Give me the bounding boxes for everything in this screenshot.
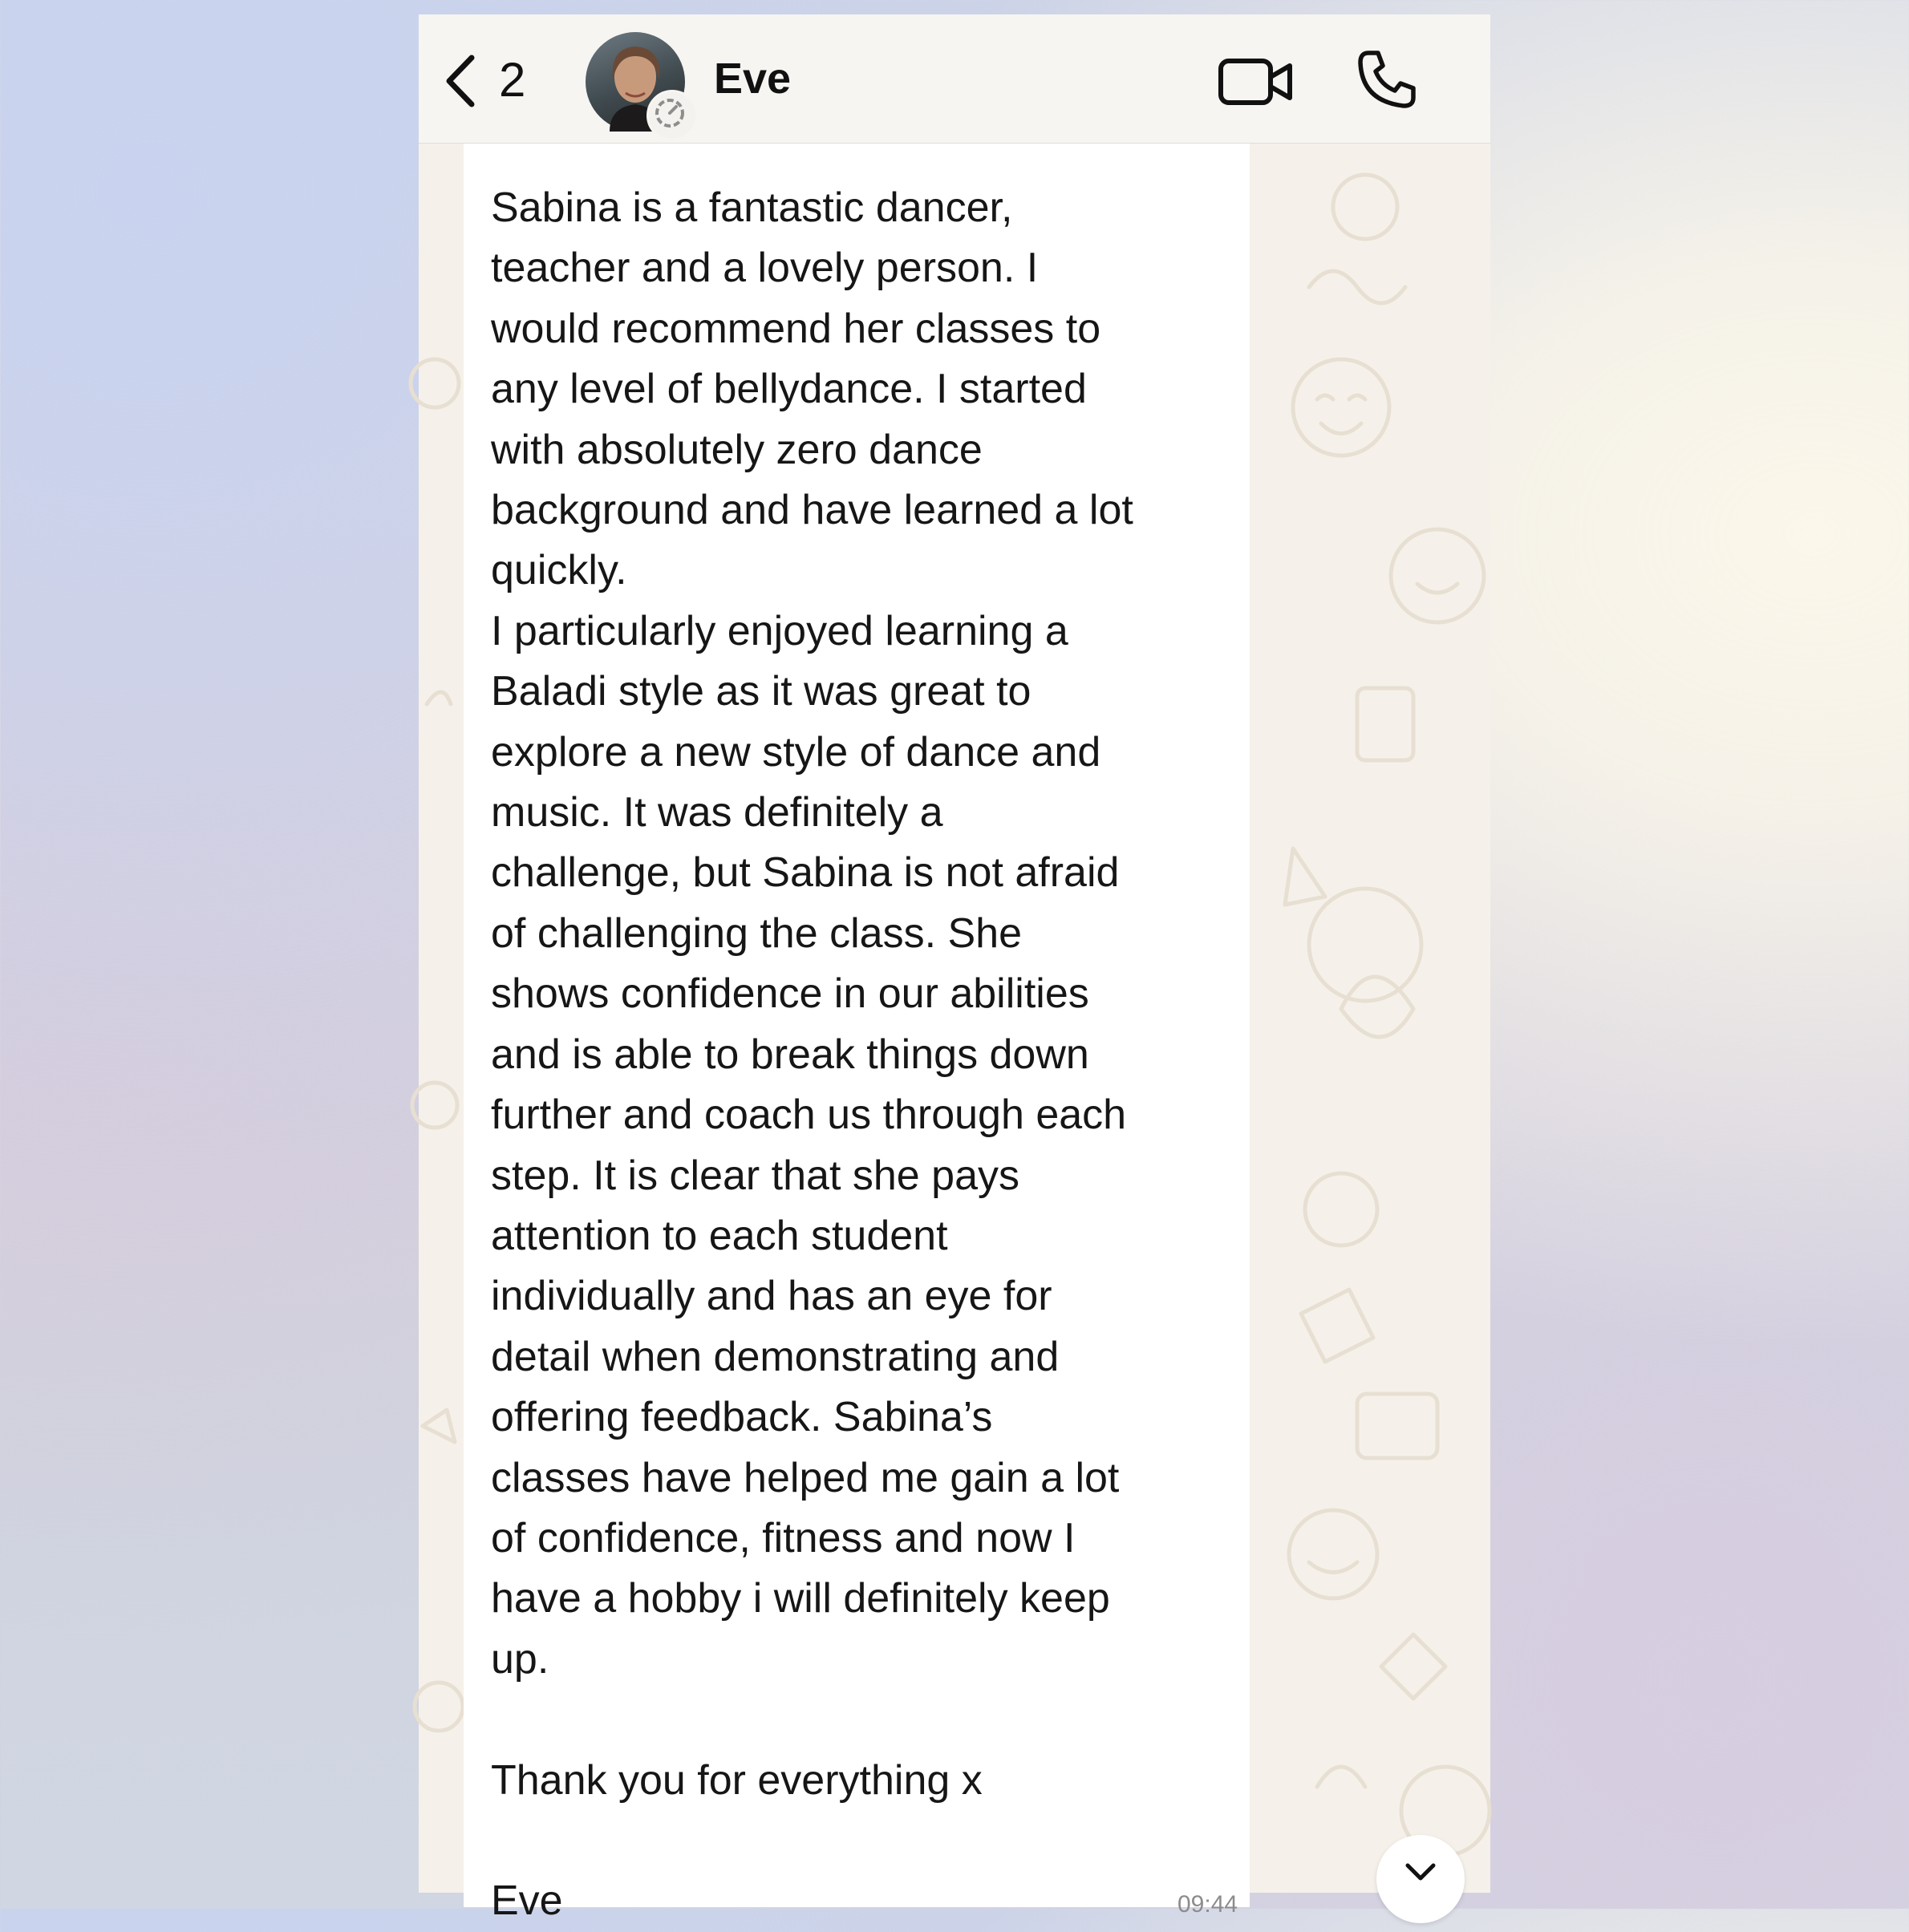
chevron-down-icon <box>1404 1861 1437 1885</box>
message-time: 09:44 <box>1177 1891 1238 1918</box>
back-button[interactable] <box>443 51 555 109</box>
contact-name[interactable]: Eve <box>714 55 792 103</box>
message-bubble[interactable] <box>464 143 1250 1925</box>
message-text: Sabina is a fantastic dancer, teacher and a lovely person. I would recommend her classes to any level of bellydance. I started with absolutely zero dance background and have learned a lot quickly. I particularly enjoyed learning a Baladi style as it was great to explore a new style of dance and music. It was definitely a challenge, but Sabina is not afraid of challenging the class. She shows confidence in our abilities and is able to break things down further and coach us through each step. It is clear that she pays attention to each student individually and has an eye for detail when demonstrating and offering feedback. Sabina’s classes have helped me gain a lot of confidence, fitness and now I have a hobby i will definitely keep up. Thank you for everything x Eve <box>491 184 1133 1925</box>
chat-header <box>419 14 1490 144</box>
video-camera-icon <box>1218 53 1295 111</box>
chat-window <box>419 14 1490 1925</box>
video-call-button[interactable] <box>1218 53 1295 111</box>
phone-icon <box>1356 48 1418 111</box>
status-icon <box>646 90 698 141</box>
avatar[interactable] <box>586 32 685 132</box>
unread-count: 2 <box>499 53 526 107</box>
chevron-left-icon <box>443 55 478 107</box>
voice-call-button[interactable] <box>1356 48 1418 111</box>
scroll-to-bottom-button[interactable] <box>1376 1835 1465 1923</box>
